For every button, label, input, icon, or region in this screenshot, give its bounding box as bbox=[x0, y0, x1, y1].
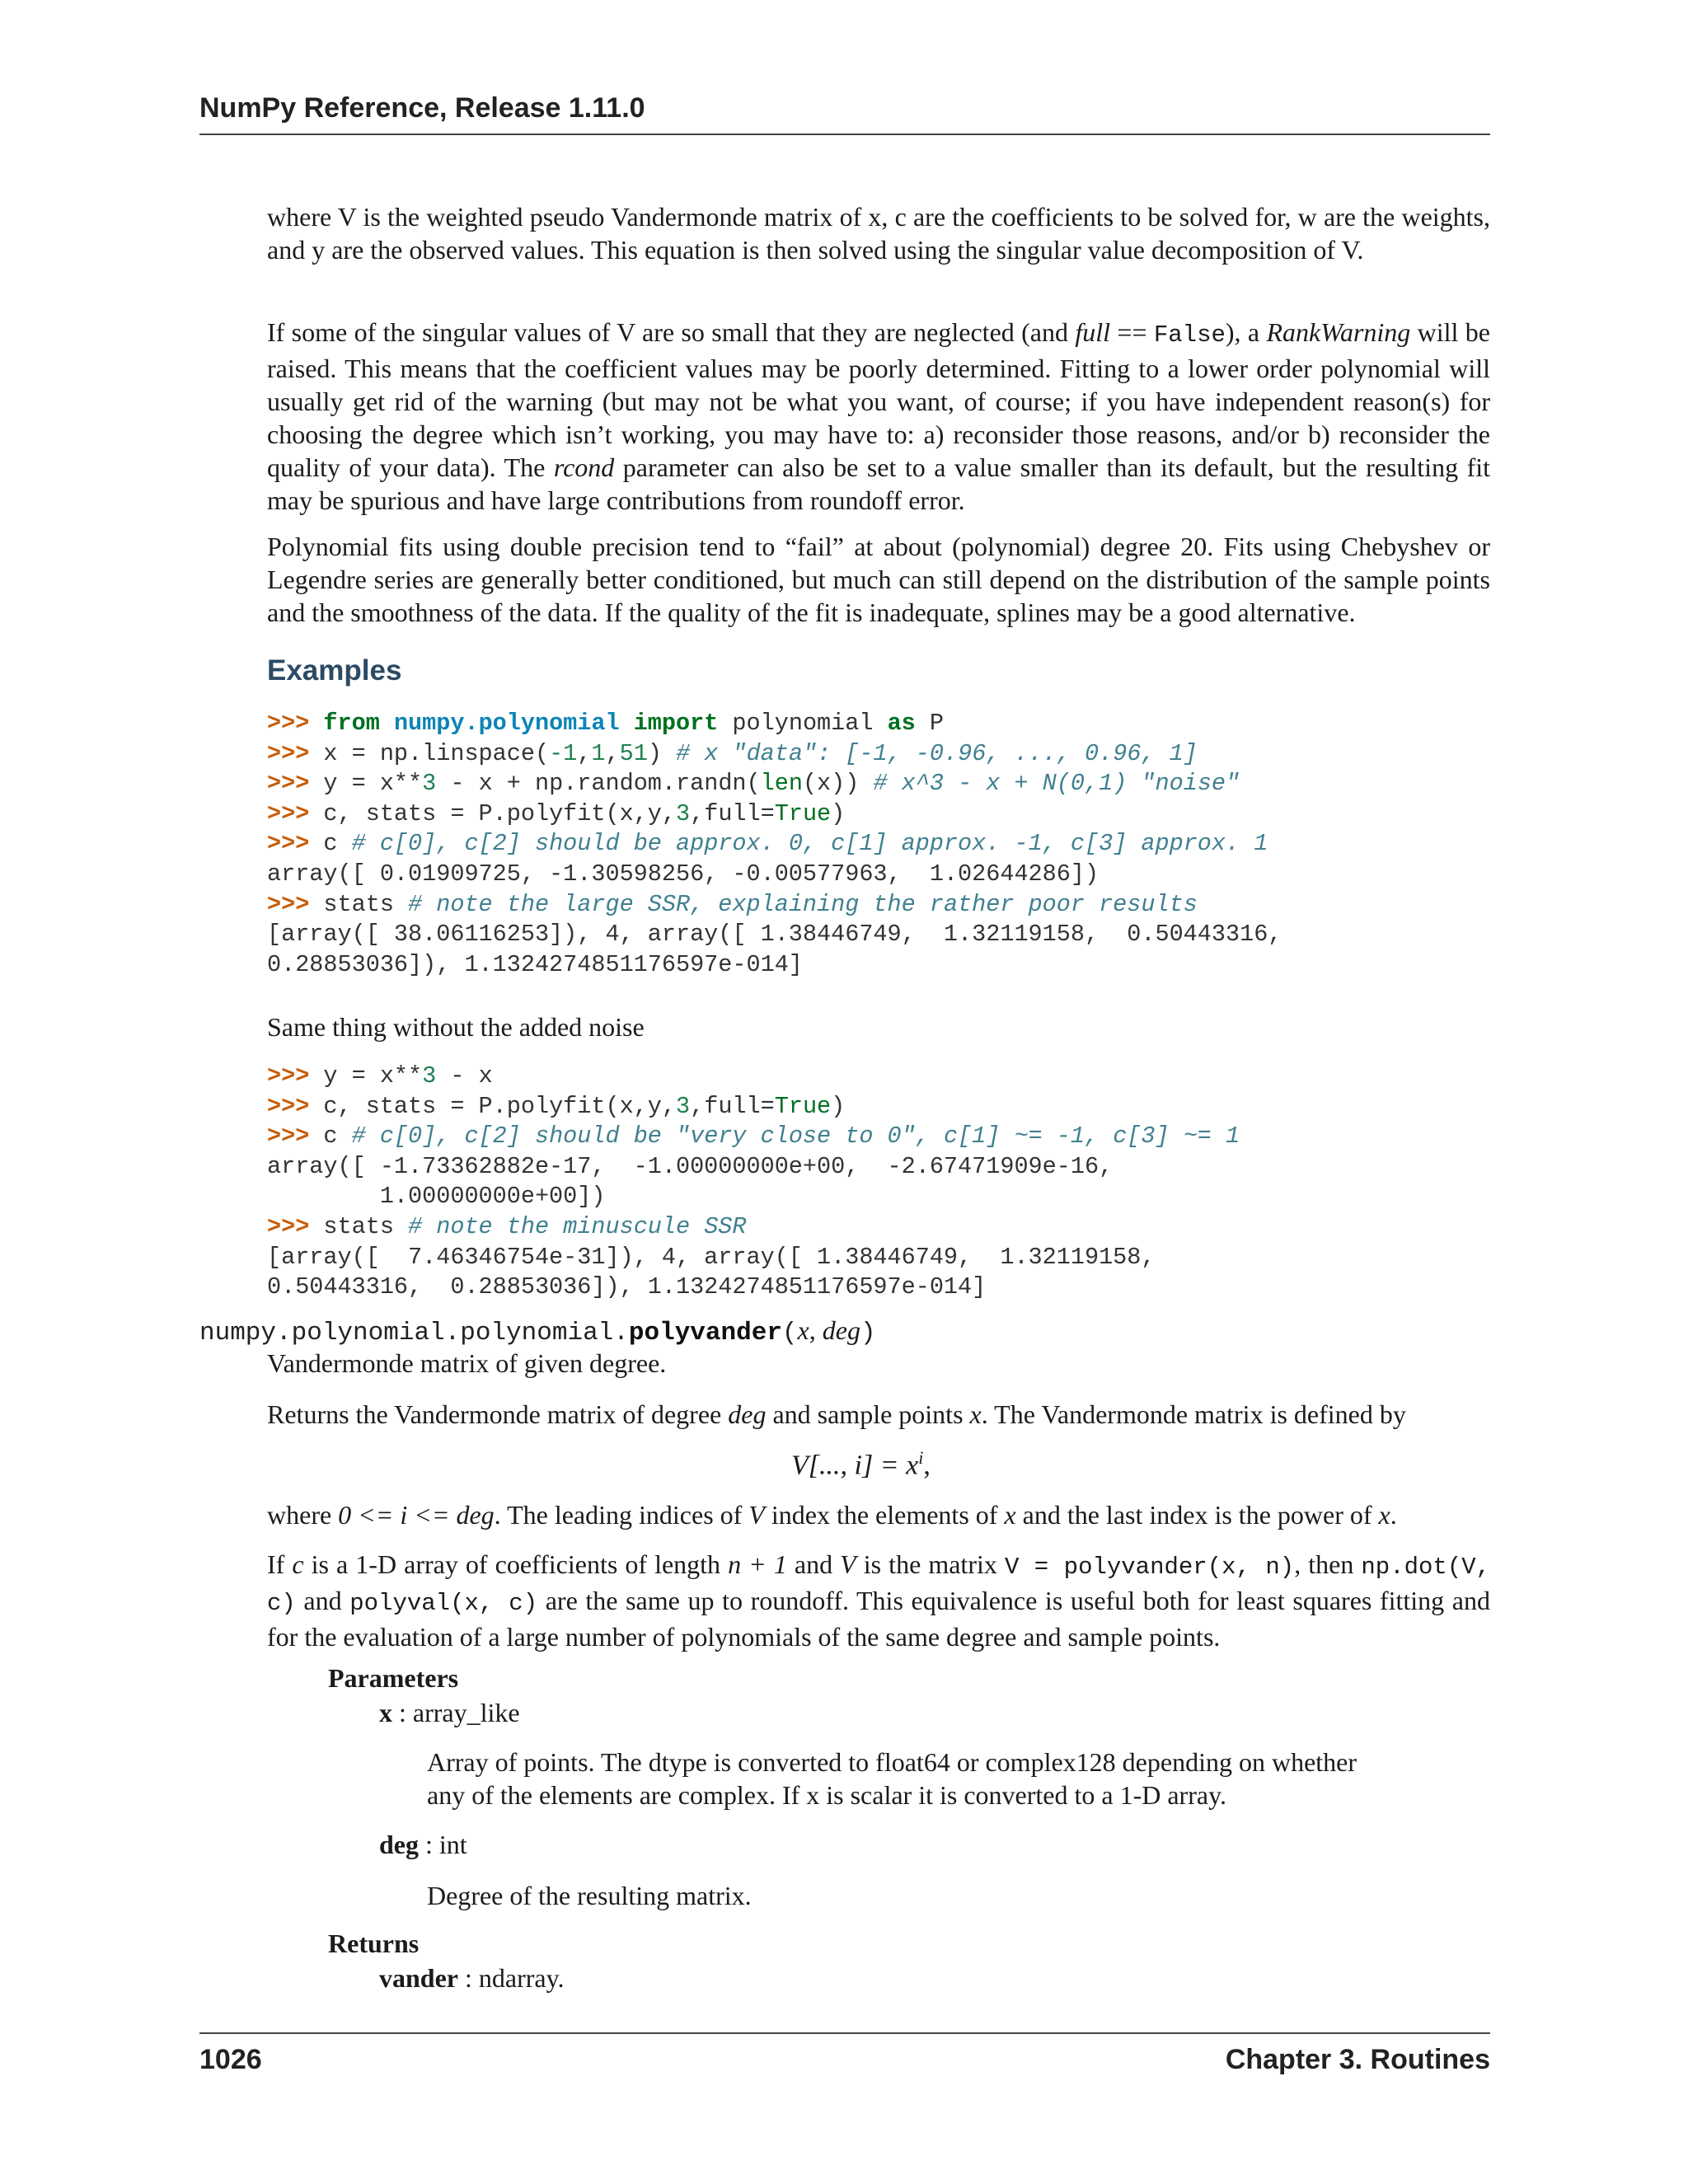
paragraph-polynomial-fits: Polynomial fits using double precision tend to “fail” at about (polynomial) degree 20. Fits using Chebyshev or Legendre series are generally better conditioned, but much can still depend on the distribution of the sample points and the smoothness of the data. If the quality of the fit is inadequate, splines may be a good alternative. bbox=[267, 532, 1490, 627]
paragraph-rank-warning: If some of the singular values of V are so small that they are neglected (and full == False), a RankWarning will be raised. This means that the coefficient values may be poorly determined. Fitting to a lower order polynomial will usually get rid of the warning (but may not be what you want, of course; if you have independent reason(s) for choosing the degree which isn’t working, you may have to: a) reconsider those reasons, and/or b) reconsider the quality of your data). The rcond parameter can also be set to a value smaller than its default, but the resulting fit may be spurious and have large contributions from roundoff error. bbox=[267, 317, 1491, 515]
code-block-noisy-fit bbox=[267, 709, 1490, 980]
polyvander-equivalence-paragraph: If c is a 1-D array of coefficients of length n + 1 and V is the matrix V = polyvander(x, n), then np.dot(V, c) and polyval(x, c) are the same up to roundoff. This equivalence is useful both for least squares fitting and for the evaluation of a large number of polynomials of the same degree and sample points. bbox=[267, 1549, 1491, 1652]
code-line: >>> c, stats = P.polyfit(x,y,3,full=True) bbox=[267, 799, 846, 827]
code-line: >>> c, stats = P.polyfit(x,y,3,full=True) bbox=[267, 1092, 846, 1120]
vandermonde-equation: V[..., $i] = x^i$, bbox=[791, 1447, 931, 1481]
code-line: >>> y = x**3 - x bbox=[267, 1062, 493, 1090]
parameters-heading: Parameters bbox=[328, 1663, 459, 1693]
signature-module: numpy.polynomial.polynomial. bbox=[199, 1319, 629, 1347]
code-line: 1.00000000e+00]) bbox=[267, 1183, 606, 1211]
page-number: 1026 bbox=[199, 2044, 262, 2075]
code-line: >>> from numpy.polynomial import polynomial as P bbox=[267, 710, 944, 737]
code-line: >>> stats # note the minuscule SSR bbox=[267, 1212, 747, 1240]
polyvander-returns-paragraph: Returns the Vandermonde matrix of degree deg and sample points x. The Vandermonde matrix is defined by bbox=[267, 1399, 1406, 1429]
polyvander-summary: Vandermonde matrix of given degree. bbox=[267, 1348, 667, 1378]
returns-heading: Returns bbox=[328, 1929, 420, 1958]
code-line: >>> c # c[0], c[2] should be "very close to 0", c[1] ~= -1, c[3] ~= 1 bbox=[267, 1122, 1240, 1151]
polyvander-where-paragraph: where 0 <= i <= deg. The leading indices of V index the elements of x and the last index is the power of x. bbox=[267, 1500, 1397, 1530]
return-vander: vander : ndarray. bbox=[379, 1963, 565, 1993]
code-block-noiseless-fit bbox=[267, 1062, 1490, 1303]
code-line: array([ 0.01909725, -1.30598256, -0.00577963, 1.02644286]) bbox=[267, 860, 1100, 888]
examples-heading: Examples bbox=[267, 654, 402, 687]
param-x: x : array_like bbox=[379, 1698, 520, 1727]
code-line: [array([ 7.46346754e-31]), 4, array([ 1.38446749, 1.32119158, bbox=[267, 1243, 1156, 1271]
code-line: 0.28853036]), 1.1324274851176597e-014] bbox=[267, 950, 803, 978]
param-deg-description: Degree of the resulting matrix. bbox=[427, 1881, 752, 1910]
signature-function-name: polyvander bbox=[628, 1319, 782, 1347]
code-line: >>> x = np.linspace(-1,1,51) # x "data": [-1, -0.96, ..., 0.96, 1] bbox=[267, 739, 1198, 767]
code-line: 0.50443316, 0.28853036]), 1.1324274851176597e-014] bbox=[267, 1273, 987, 1301]
param-x-description: Array of points. The dtype is converted to float64 or complex128 depending on whether any of the elements are complex. If x is scalar it is converted to a 1-D array. bbox=[427, 1747, 1357, 1810]
paragraph-same-thing: Same thing without the added noise bbox=[267, 1012, 645, 1042]
chapter-label: Chapter 3. Routines bbox=[1225, 2044, 1490, 2075]
code-line: >>> c # c[0], c[2] should be approx. 0, c[1] approx. -1, c[3] approx. 1 bbox=[267, 830, 1268, 858]
code-line: >>> y = x**3 - x + np.random.randn(len(x)) # x^3 - x + N(0,1) "noise" bbox=[267, 770, 1240, 798]
code-line: [array([ 38.06116253]), 4, array([ 1.38446749, 1.32119158, 0.50443316, bbox=[267, 921, 1282, 949]
page-footer bbox=[199, 2032, 1490, 2083]
param-deg: deg : int bbox=[379, 1830, 467, 1859]
function-signature: numpy.polynomial.polynomial.polyvander(x, deg) bbox=[199, 1315, 876, 1347]
header-title: NumPy Reference, Release 1.11.0 bbox=[199, 92, 645, 124]
code-line: >>> stats # note the large SSR, explaining the rather poor results bbox=[267, 890, 1198, 918]
paragraph-weighted-vandermonde: where V is the weighted pseudo Vandermonde matrix of x, c are the coefficients to be solved for, w are the weights, and y are the observed values. This equation is then solved using the singular value decomposition of V. bbox=[267, 202, 1490, 265]
page-header bbox=[199, 92, 1490, 135]
code-line: array([ -1.73362882e-17, -1.00000000e+00, -2.67471909e-16, bbox=[267, 1152, 1114, 1180]
